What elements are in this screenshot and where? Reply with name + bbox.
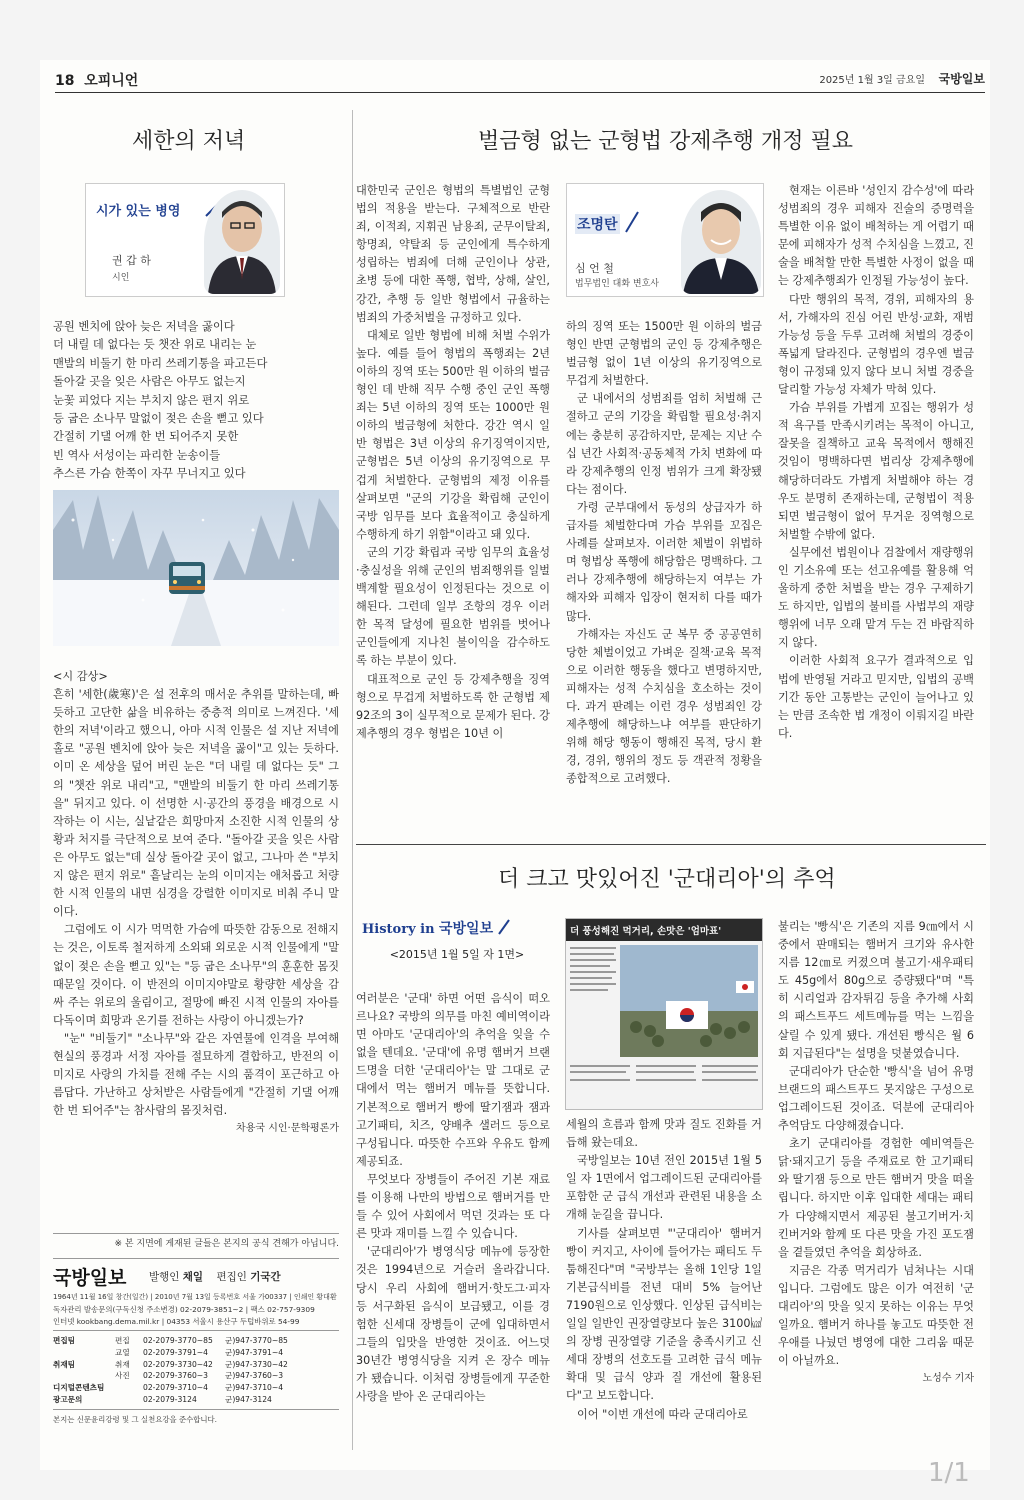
- footer-rule: [53, 1409, 339, 1410]
- article1-column-1: [356, 182, 550, 743]
- article1-column-3: [778, 182, 974, 743]
- poem-line: 추스른 가슴 한쪽이 자꾸 무너지고 있다: [53, 467, 246, 481]
- article1-paragraph: 군 내에서의 성범죄를 엄히 처벌해 근절하고 군의 기강을 확립할 필요성·취지에는 충분히 공감하지만, 문제는 지난 수십 년간 사회적·공동체적 가치 변화에 따라 강제추행의 인정 범위가 크게 확장됐다는 점이다.: [566, 392, 762, 496]
- contacts-rule: [53, 1330, 339, 1331]
- disclaimer: ※ 본 지면에 게재된 글들은 본지의 공식 견해가 아닙니다.: [114, 1239, 339, 1249]
- contact-row: 교열 02-2079-3791~4 군)947-3791~4: [115, 1347, 284, 1357]
- article1-paragraph: 이러한 사회적 요구가 결과적으로 입법에 반영될 거라고 믿지만, 입법의 공백기간 동안 고통받는 군인이 늘어나고 있는 만큼 조속한 법 개정이 이뤄지길 바란다.: [778, 654, 974, 740]
- article1-paragraph: 현재는 이른바 '성인지 감수성'에 따라 성범죄의 경우 피해자 진술의 증명력을 특별한 이유 없이 배척하는 게 어렵기 때문에 피해자가 성적 수치심을 느꼈고, 진술을 배척할 만한 특별한 사정이 없을 때는 강제추행죄가 인정될 가능성이 높다.: [778, 184, 974, 288]
- contact-row: 취재팀 취재 02-2079-3730~42 군)947-3730~42: [53, 1359, 288, 1369]
- poem-line: 돌아갈 곳을 잊은 사람은 아무도 없는지: [53, 375, 246, 389]
- contact-table: [53, 1335, 339, 1406]
- web-info: 인터넷 kookbang.dema.mil.kr | 04353 서울시 용산구 두텁바위로 54-99: [53, 1317, 300, 1326]
- appreciation-heading: <시 감상>: [53, 670, 108, 683]
- clipping-photo: [566, 941, 762, 1110]
- contact-row: 편집팀 편집 02-2079-3770~85 군)947-3770~85: [53, 1336, 288, 1345]
- article2-paragraph: 불리는 '빵식'은 기존의 지름 9㎝에서 시중에서 판매되는 햄버거 크기와 유사한 지름 12㎝로 커졌으며 불고기·새우패티도 45g에서 80g으로 증량됐다"며 "특히 시리얼과 감자튀김 등을 추가해 사회의 패스트푸드 세트메뉴를 먹는 느낌을 살릴 수 있게 됐다. 개선된 빵식은 월 6회 지급된다"는 설명을 덧붙였습니다.: [778, 920, 974, 1060]
- reporter-credit: 노성수 기자: [922, 1373, 974, 1385]
- disclaimer-rule-top: [53, 1233, 339, 1234]
- newspaper-clipping: [565, 918, 763, 1110]
- column-divider: [352, 110, 353, 1450]
- history-label: History in: [362, 922, 435, 937]
- appreciation-paragraph: 그럼에도 이 시가 먹먹한 가슴에 따뜻한 감동으로 전해지는 것은, 이토록 철저하게 소외돼 외로운 시적 인물에게 "말없이 젖은 손을 뻗고 있"는 "등 굽은 소나무"의 훈훈한 몸짓 때문일 것이다. 이 반전의 이미지야말로 황량한 세상을 감싸 주는 위로의 울림이고, 절망에 빠진 시적 인물의 자아를 다독이며 희망과 온기를 전하는 사랑이 아니겠는가?: [53, 923, 339, 1027]
- ethics-note: 본지는 신문윤리강령 및 그 실천요강을 준수합니다.: [53, 1415, 218, 1424]
- disclaimer-rule-bottom: [53, 1258, 339, 1259]
- page-header: [55, 70, 985, 88]
- author-portrait: [204, 190, 280, 294]
- article2-paragraph: '군대리아'가 병영식당 메뉴에 등장한 것은 1994년으로 거슬러 올라갑니다. 당시 우리 사회에 햄버거·핫도그·피자 등 서구화된 음식이 보급됐고, 이를 경험한 신세대 장병들이 군에 입대하면서 그들의 입맛을 반영한 것이죠. 어느덧 30년간 병영식당을 지켜 온 장수 메뉴가 됐습니다. 이처럼 장병들에게 꾸준한 사랑을 받아 온 군대리아는: [356, 1245, 550, 1404]
- poem-title: 세한의 저녁: [132, 129, 246, 154]
- author-name: 심 언 철: [575, 262, 614, 275]
- header-rule: [55, 92, 985, 93]
- editor-label: 편집인: [216, 1271, 247, 1283]
- article1-column-2: [566, 318, 762, 788]
- badge-label: 시가 있는 병영: [96, 204, 181, 219]
- article1-paragraph: 군의 기강 확립과 국방 임무의 효율성·충실성을 위해 군인의 범죄행위를 일벌백계할 필요성이 인정된다는 것으로 이해된다. 그런데 일부 조항의 경우 이러한 목적 달성에 필요한 범위를 벗어나 군인들에게 지나친 불이익을 감수하도록 하는 부분이 있다.: [356, 545, 550, 668]
- article2-paragraph: 세월의 흐름과 함께 맛과 질도 진화를 거듭해 왔는데요.: [566, 1118, 762, 1150]
- poem-body: [53, 318, 338, 484]
- article2-column-1: [356, 990, 550, 1406]
- poem-line: 더 내릴 데 없다는 듯 챗잔 위로 내리는 눈: [53, 338, 257, 352]
- article1-title: 벌금형 없는 군형법 강제추행 개정 필요: [478, 129, 853, 154]
- poem-line: 맨발의 비둘기 한 마리 쓰레기통을 파고든다: [53, 356, 268, 370]
- issue-date: 2025년 1월 3일 금요일: [819, 75, 925, 86]
- snow-train-illustration: [53, 490, 339, 646]
- editor-name: 기국간: [250, 1271, 281, 1283]
- article2-paragraph: 지금은 각종 먹거리가 넘쳐나는 시대입니다. 그럼에도 많은 이가 여전히 '군대리아'의 맛을 잊지 못하는 이유는 무엇일까요. 햄버거 하나를 놓고도 따뜻한 전우애를 나눴던 병영에 대한 그리움 때문이 아닐까요.: [778, 1263, 974, 1368]
- author-role: 시인: [112, 273, 130, 283]
- article1-paragraph: 대표적으로 군인 등 강제추행을 징역형으로 무겁게 처벌하도록 한 군형법 제92조의 3이 실무적으로 문제가 된다. 강제추행의 경우 형법은 10년 이: [356, 672, 550, 740]
- poem-badge: [85, 183, 285, 297]
- author-role: 법무법인 대화 변호사: [575, 279, 659, 289]
- article1-paragraph: 실무에선 법원이나 검찰에서 재량행위인 기소유예 또는 선고유예를 활용해 억울하게 중한 처벌을 받는 경우 구제하기도 하지만, 입법의 불비를 사법부의 재량행위에 너무 오래 맡겨 두는 건 바람직하지 않다.: [778, 545, 974, 650]
- article1-paragraph: 다만 행위의 목적, 경위, 피해자의 용서, 가해자의 진심 어린 반성·교화, 재범 가능성 등을 두루 고려해 처벌의 경중이 폭넓게 달라진다. 군형법의 경우엔 벌금형이 규정돼 있지 않다 보니 처벌 경중을 달리할 가능성 자체가 막혀 있다.: [778, 292, 974, 397]
- article-separator: [356, 844, 986, 845]
- article1-paragraph: 가해자는 자신도 군 복무 중 공공연히 당한 체벌이었고 가벼운 질책·교육 목적으로 이러한 행동을 했다고 변명하지만, 피해자는 성적 수치심을 호소하는 것이다. 과거 판례는 이런 경우 성범죄인 강제추행에 해당하느냐 여부를 판단하기 위해 해당 행동이 행해진 목적, 당시 환경, 경위, 행위의 정도 등 객관적 정황을 종합적으로 고려했다.: [566, 627, 762, 786]
- contact-row: 디지털콘텐츠팀 02-2079-3710~4 군)947-3710~4: [53, 1383, 284, 1393]
- masthead: [53, 1263, 339, 1443]
- article2-paragraph: 군대리아가 단순한 '빵식'을 넘어 유명 브랜드의 패스트푸드 못지않은 구성으로 업그레이드된 것이죠. 덕분에 군대리아 추억담도 다양해졌습니다.: [778, 1064, 974, 1133]
- article1-paragraph: 대한민국 군인은 형법의 특별법인 군형법의 적용을 받는다. 구체적으로 반란죄, 이적죄, 지휘권 남용죄, 군무이탈죄, 항명죄, 약탈죄 등 군인에게 특수하게 성립하는 범죄에 더해 군인이나 상관, 초병 등에 대한 폭행, 협박, 상해, 살인, 강간, 추행 등 일반 형법에서 규율하는 범죄의 가중처벌을 규정하고 있다.: [356, 184, 550, 324]
- pen-stroke-icon: [498, 919, 510, 935]
- newspaper-name: 국방일보: [938, 72, 985, 86]
- article2-paragraph: 이어 "이번 개선에 따라 군대리아로: [577, 1407, 748, 1421]
- contact-row: 사진 02-2079-3760~3 군)947-3760~3: [115, 1371, 284, 1381]
- history-paper: 국방일보: [439, 921, 494, 937]
- page-number: 18 오피니언: [55, 73, 139, 89]
- masthead-logo: 국방일보: [53, 1267, 127, 1289]
- article2-paragraph: 국방일보는 10년 전인 2015년 1월 5일 자 1면에서 업그레이드된 군대리아를 포함한 군 급식 개선과 관련된 내용을 소개해 눈길을 끕니다.: [566, 1154, 762, 1222]
- article1-paragraph: 하의 징역 또는 1500만 원 이하의 벌금형인 반면 군형법의 군인 등 강제추행은 벌금형 없이 1년 이상의 유기징역으로 무겁게 처벌한다.: [566, 320, 762, 388]
- poem-line: 간절히 기댈 어깨 한 번 되어주지 못한: [53, 430, 239, 444]
- poem-line: 빈 역사 서성이는 파리한 눈송이들: [53, 448, 221, 462]
- poem-line: 등 굽은 소나무 말없이 젖은 손을 뻗고 있다: [53, 412, 264, 426]
- article1-paragraph: 가령 군부대에서 동성의 상급자가 하급자를 체벌한다며 가슴 부위를 꼬집은 사례를 살펴보자. 이러한 체벌이 위법하며 형법상 폭행에 해당함은 명백하다. 그러나 강제추행에 해당하는지 여부는 가해자와 피해자 입장이 현저히 다를 때가 많다.: [566, 500, 762, 623]
- appreciation-paragraph: 흔히 '세한(歲寒)'은 설 전후의 매서운 추위를 말하는데, 빠듯하고 고단한 삶을 비유하는 중층적 의미로 느껴진다. '세한의 저녁'이라고 했으니, 아마 시적 인물은 설 지난 저녁에 홀로 "공원 벤치에 앉아 늦은 저녁을 곯이"고 있는 듯하다. 이미 온 세상을 덮어 버린 눈은 "더 내릴 데 없다는 듯" 그의 "챗잔 위로 내리"고, "맨발의 비둘기 한 마리 쓰레기통을" 뒤지고 있다. 이 선명한 시·공간의 풍경을 배경으로 시작하는 이 시는, 실낱같은 희망마저 소진한 시적 인물의 상황과 처지를 극단적으로 보여 준다. "돌아갈 곳을 잊은 사람은 아무도 없는"데 실상 돌아갈 곳이 없고, 그나마 쓴 "부치지 않은 편지 위로" 흩날리는 눈의 이미지는 애처롭고 처량한 시적 인물의 내면 심경을 강렬한 이미지로 비춰 주니 말이다.: [53, 688, 339, 919]
- article2-column-3: [778, 918, 974, 1388]
- article1-badge: [566, 183, 764, 297]
- badge-label: 조명탄: [575, 214, 620, 234]
- author-name: 권 갑 하: [112, 254, 151, 267]
- appreciation-paragraph: "눈" "비둘기" "소나무"와 같은 자연물에 인격을 부여해 현실의 풍경과 서정 자아를 절묘하게 결합하고, 반전의 이미지로 사랑의 가치를 전해 주는 시의 품격이 포근하고 아름답다. 가난하고 상처받은 사람들에게 "간절히 기댈 어깨 한 번 되어주"는 참사람의 몸짓처럼.: [53, 1031, 339, 1118]
- article1-paragraph: 대체로 일반 형법에 비해 처벌 수위가 높다. 예를 들어 형법의 폭행죄는 2년 이하의 징역 또는 500만 원 이하의 벌금형인 데 반해 직무 수행 중인 군인 폭행죄는 5년 이하의 징역 또는 1000만 원 이하의 벌금형에 처한다. 강간 역시 일반 형법은 3년 이상의 유기징역이지만, 군형법은 5년 이상의 유기징역으로 무겁게 처벌한다. 군형법의 제정 이유를 살펴보면 "군의 기강을 확립해 군인이 국방 임무를 보다 효율적이고 충실하게 수행하게 하기 위함"이라고 돼 있다.: [356, 328, 550, 541]
- article2-paragraph: 여러분은 '군대' 하면 어떤 음식이 떠오르나요? 국방의 의무를 마친 예비역이라면 아마도 '군대리아'의 추억을 잊을 수 없을 텐데요. '군대'에 유명 햄버거 브랜드명을 더한 '군대리아'는 말 그대로 군대에서 먹는 햄버거 메뉴를 뜻합니다. 기본적으로 햄버거 빵에 딸기잼과 잼과 고기패티, 치즈, 양배추 샐러드 등으로 구성됩니다. 따뜻한 수프와 우유도 함께 제공되죠.: [356, 992, 550, 1168]
- article2-column-2: [566, 1116, 762, 1424]
- article2-paragraph: 초기 군대리아를 경험한 예비역들은 닭·돼지고기 등을 주재료로 한 고기패티와 딸기잼 등으로 만든 햄버거 맛을 떠올립니다. 하지만 이후 입대한 세대는 패티가 다양해지면서 제공된 불고기버거·치킨버거와 함께 또 다른 맛을 가진 포도잼을 곁들였던 추억을 회상하죠.: [778, 1137, 974, 1259]
- pen-stroke-icon: [625, 210, 639, 234]
- poem-appreciation: [53, 668, 339, 1138]
- subscription-info: 독자관리 발송문의(구독신청 주소변경) 02-2079-3851~2 | 팩스 02-757-9309: [53, 1305, 315, 1314]
- publisher-line: [149, 1269, 281, 1284]
- page-indicator: 1/1: [928, 1458, 970, 1488]
- critic-credit: 차용국 시인·문학평론가: [236, 1123, 339, 1135]
- poem-line: 눈꽃 피었다 지는 부치지 않은 편지 위로: [53, 393, 250, 407]
- poem-line: 공원 벤치에 앉아 늦은 저녁을 곯이다: [53, 320, 235, 333]
- clipping-headline: 더 풍성해진 먹거리, 손맛은 '엄마표': [566, 919, 762, 941]
- publisher-label: 발행인: [149, 1271, 180, 1283]
- article2-title: 더 크고 맛있어진 '군대리아'의 추억: [498, 867, 836, 892]
- author-portrait: [681, 190, 761, 294]
- history-badge: [362, 918, 552, 970]
- article2-paragraph: 무엇보다 장병들이 주어진 기본 재료를 이용해 나만의 방법으로 햄버거를 만들 수 있어 사회에서 먹던 것과는 또 다른 맛과 재미를 느낄 수 있습니다.: [356, 1172, 550, 1241]
- contact-row: 광고문의 02-2079-3124 군)947-3124: [53, 1394, 272, 1404]
- history-date: <2015년 1월 5일 자 1면>: [389, 948, 525, 961]
- publisher-name: 채일: [182, 1271, 204, 1283]
- registration-info: 1964년 11월 16일 창간(일간) | 2010년 7월 13일 등록번호 서울 가00337 | 인쇄인 황대환: [53, 1293, 337, 1301]
- article2-paragraph: 기사를 살펴보면 "'군대리아' 햄버거 빵이 커지고, 사이에 들어가는 패티도 두툼해진다"며 "국방부는 올해 1인당 1일 기본급식비를 전년 대비 5% 늘어난 7190원으로 인상했다. 인상된 급식비는 일일 일반인 권장열량보다 높은 3100㎉의 장병 권장열량 기준을 충족시키고 신세대 장병의 선호도를 고려한 급식 메뉴 확대 및 급식 양과 질 개선에 활용된다"고 보도합니다.: [566, 1226, 762, 1403]
- article1-paragraph: 가슴 부위를 가볍게 꼬집는 행위가 성적 욕구를 만족시키려는 목적이 아니고, 잘못을 질책하고 교육 목적에서 행해진 것임이 명백하다면 법리상 강제추행에 해당하더라도 가볍게 처벌해야 하는 경우도 분명히 존재하는데, 군형법이 적용되면 벌금형이 없어 무거운 징역형으로 처벌할 수밖에 없다.: [778, 401, 974, 541]
